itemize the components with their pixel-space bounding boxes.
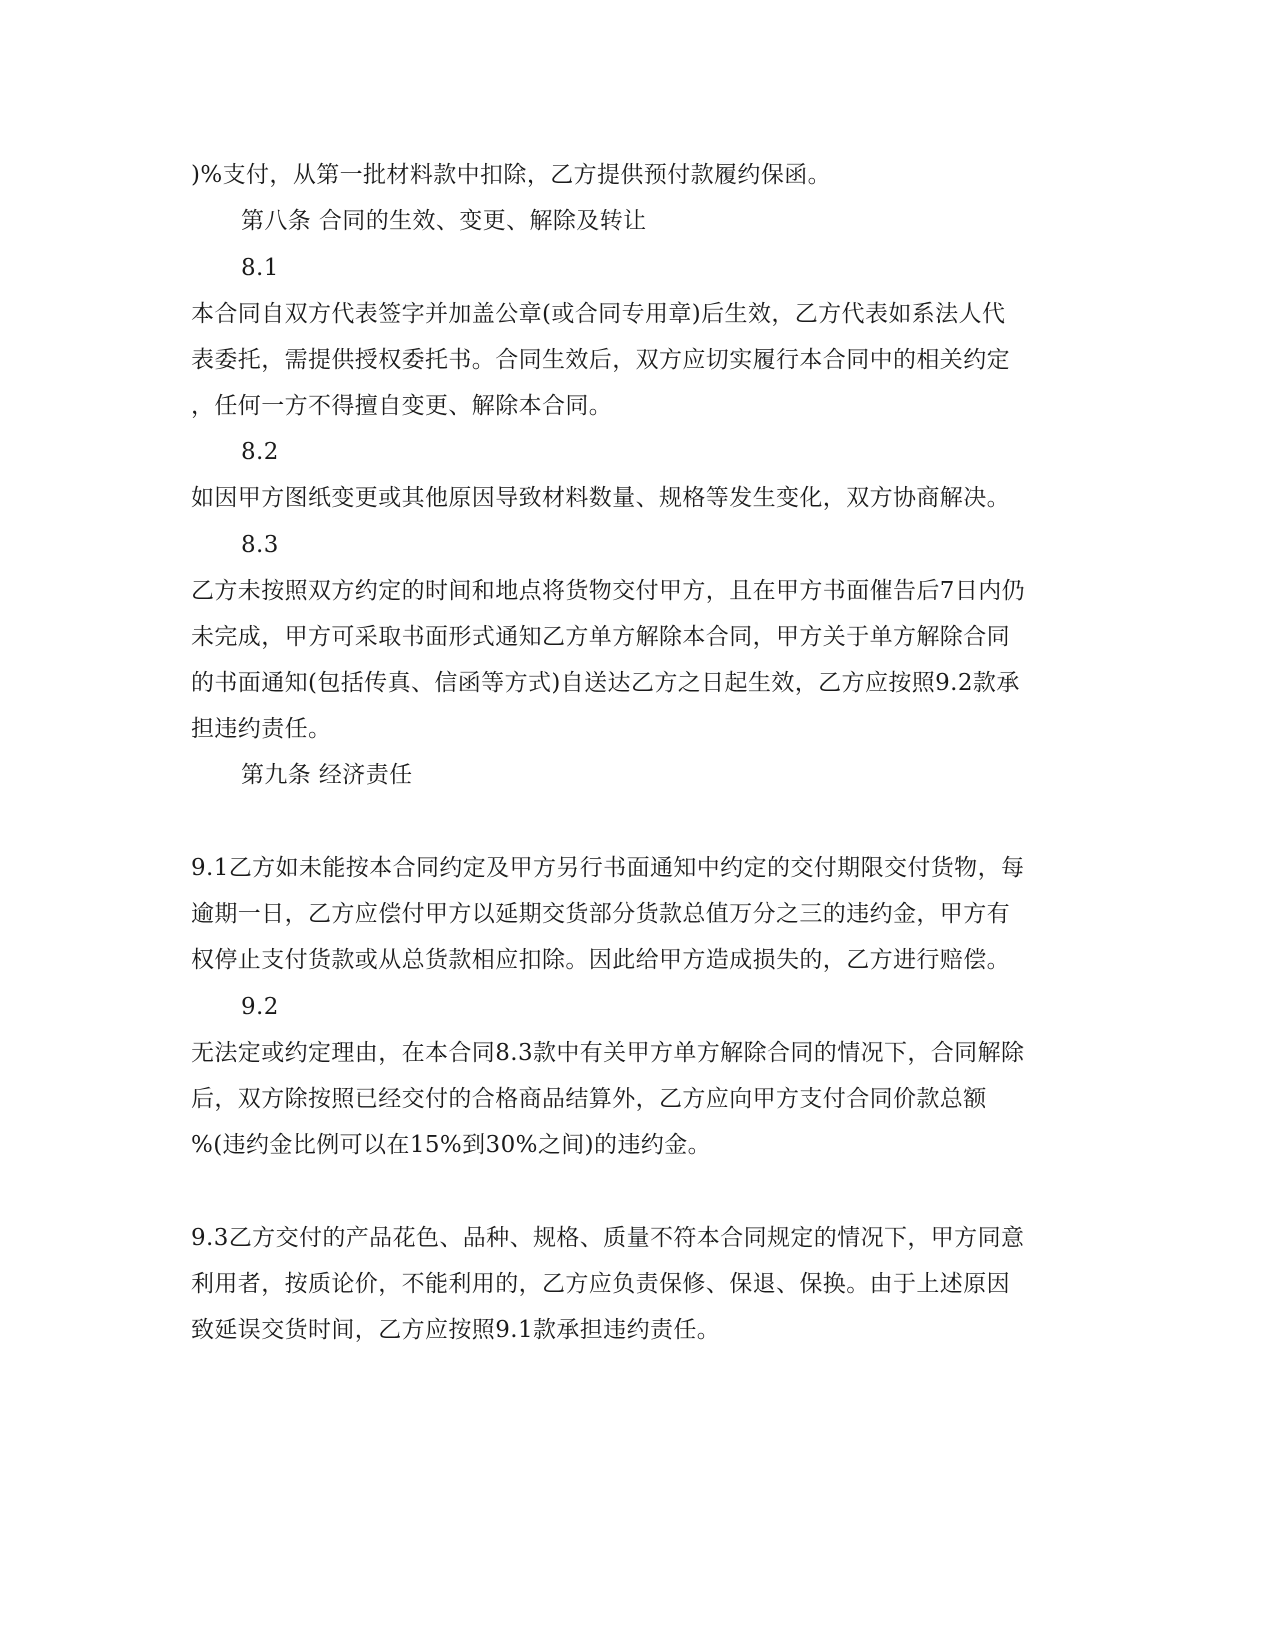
clause-number: 8.2 (241, 439, 279, 465)
paragraph-line: 乙方未按照双方约定的时间和地点将货物交付甲方，且在甲方书面催告后7日内仍 (191, 578, 1026, 604)
paragraph-line: 利用者，按质论价，不能利用的，乙方应负责保修、保退、保换。由于上述原因 (191, 1271, 1010, 1297)
section-heading-article-8: 第八条 合同的生效、变更、解除及转让 (241, 208, 647, 234)
paragraph-line: )%支付，从第一批材料款中扣除，乙方提供预付款履约保函。 (191, 162, 832, 188)
paragraph-line: 权停止支付货款或从总货款相应扣除。因此给甲方造成损失的，乙方进行赔偿。 (191, 947, 1010, 973)
paragraph-line: 未完成，甲方可采取书面形式通知乙方单方解除本合同，甲方关于单方解除合同 (191, 624, 1010, 650)
paragraph-line: %(违约金比例可以在15%到30%之间)的违约金。 (191, 1132, 712, 1158)
paragraph-line: 后，双方除按照已经交付的合格商品结算外，乙方应向甲方支付合同价款总额 (191, 1086, 987, 1112)
paragraph-line: ，任何一方不得擅自变更、解除本合同。 (191, 393, 613, 419)
clause-number: 8.1 (241, 255, 279, 281)
paragraph-line: 逾期一日，乙方应偿付甲方以延期交货部分货款总值万分之三的违约金，甲方有 (191, 901, 1010, 927)
paragraph-line: 表委托，需提供授权委托书。合同生效后，双方应切实履行本合同中的相关约定 (191, 347, 1010, 373)
paragraph-line: 担违约责任。 (191, 716, 332, 742)
paragraph-line: 9.3乙方交付的产品花色、品种、规格、质量不符本合同规定的情况下，甲方同意 (191, 1225, 1025, 1251)
clause-number: 9.2 (241, 994, 279, 1020)
paragraph-line: 致延误交货时间，乙方应按照9.1款承担违约责任。 (191, 1317, 721, 1343)
paragraph-line: 如因甲方图纸变更或其他原因导致材料数量、规格等发生变化，双方协商解决。 (191, 485, 1010, 511)
paragraph-line: 本合同自双方代表签字并加盖公章(或合同专用章)后生效，乙方代表如系法人代 (191, 301, 1006, 327)
section-heading-article-9: 第九条 经济责任 (241, 762, 413, 788)
paragraph-line: 9.1乙方如未能按本合同约定及甲方另行书面通知中约定的交付期限交付货物，每 (191, 855, 1025, 881)
paragraph-line: 无法定或约定理由，在本合同8.3款中有关甲方单方解除合同的情况下，合同解除 (191, 1040, 1025, 1066)
clause-number: 8.3 (241, 532, 279, 558)
paragraph-line: 的书面通知(包括传真、信函等方式)自送达乙方之日起生效，乙方应按照9.2款承 (191, 670, 1020, 696)
